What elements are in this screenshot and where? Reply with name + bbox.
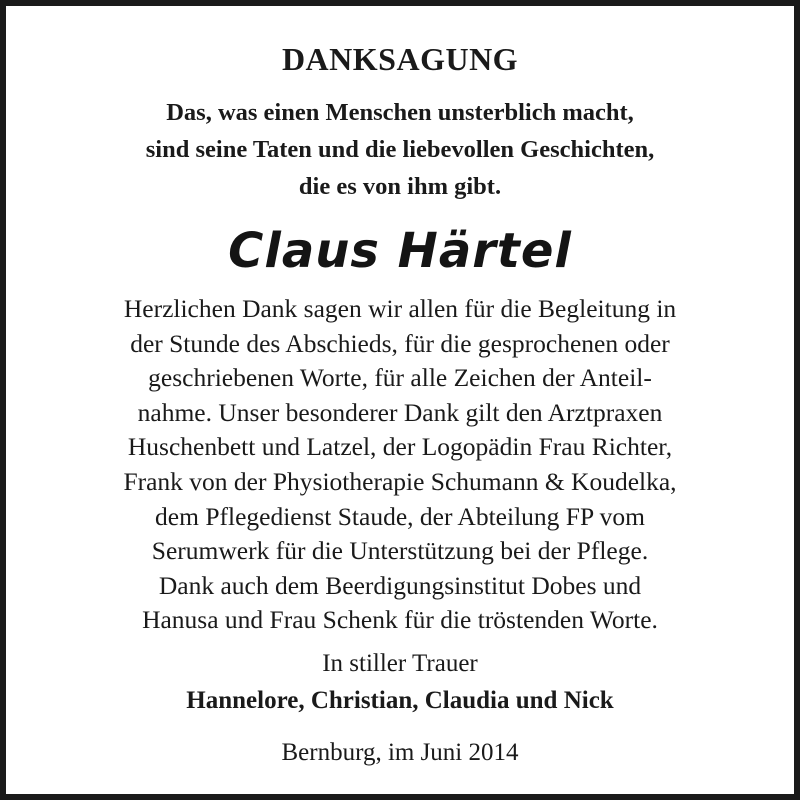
memorial-quote bbox=[6, 94, 794, 205]
body-line: Hanusa und Frau Schenk für die tröstenden Worte. bbox=[142, 605, 658, 635]
body-line: Frank von der Physiotherapie Schumann & Koudelka, bbox=[123, 466, 677, 496]
body-line: nahme. Unser besonderer Dank gilt den Arztpraxen bbox=[137, 397, 663, 427]
body-line: Serumwerk für die Unterstützung bei der Pflege. bbox=[151, 536, 649, 566]
body-line: geschriebenen Worte, für alle Zeichen der Anteil- bbox=[148, 363, 652, 393]
notice-heading: DANKSAGUNG bbox=[281, 41, 519, 77]
body-line: Huschenbett und Latzel, der Logopädin Frau Richter, bbox=[127, 432, 673, 462]
place-and-date: Bernburg, im Juni 2014 bbox=[281, 739, 519, 766]
signatories: Hannelore, Christian, Claudia und Nick bbox=[186, 687, 614, 714]
thank-you-text bbox=[6, 292, 794, 638]
body-line: dem Pflegedienst Staude, der Abteilung FP vom bbox=[155, 501, 645, 531]
quote-line: sind seine Taten und die liebevollen Geschichten, bbox=[145, 136, 655, 163]
quote-line: Das, was einen Menschen unsterblich macht, bbox=[166, 99, 634, 126]
quote-line: die es von ihm gibt. bbox=[298, 173, 502, 200]
body-line: Herzlichen Dank sagen wir allen für die Begleitung in bbox=[123, 294, 677, 323]
body-line: Dank auch dem Beerdigungsinstitut Dobes und bbox=[158, 570, 642, 600]
closing-phrase: In stiller Trauer bbox=[322, 650, 478, 677]
deceased-name: Claus Härtel bbox=[228, 223, 572, 279]
body-line: der Stunde des Abschieds, für die gesprochenen oder bbox=[130, 328, 670, 358]
